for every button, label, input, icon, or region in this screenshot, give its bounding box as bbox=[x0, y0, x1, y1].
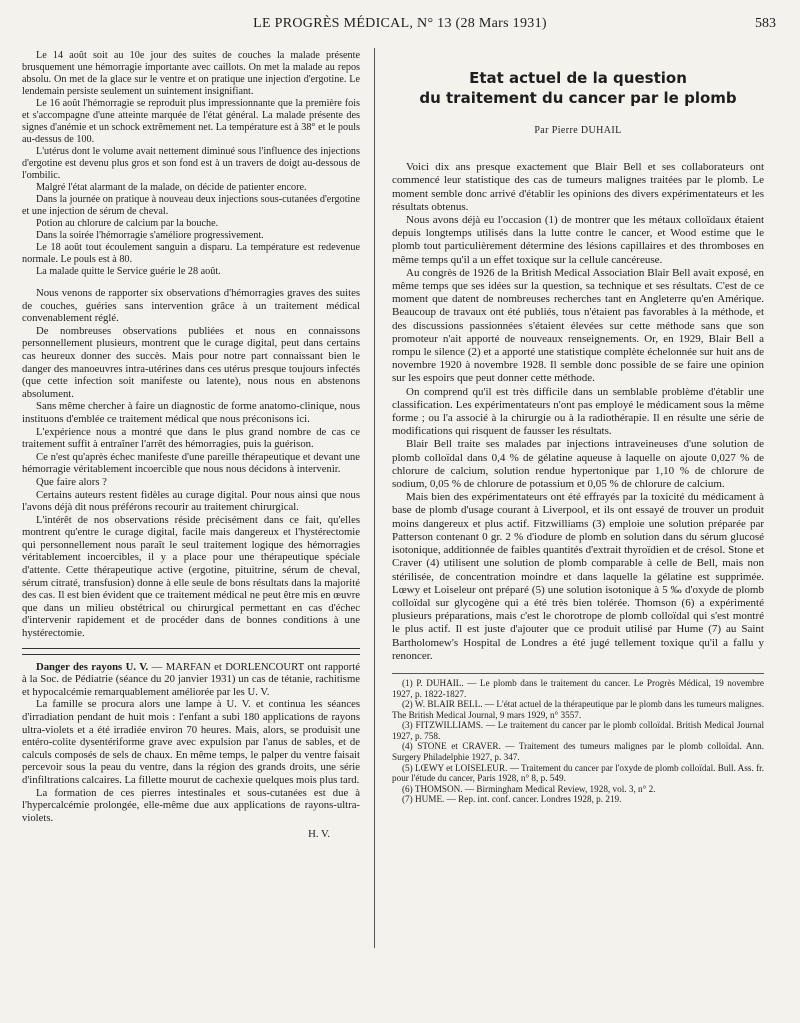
case-paragraph: Malgré l'état alarmant de la malade, on décide de patienter encore. bbox=[36, 182, 307, 193]
note-signature: H. V. bbox=[308, 828, 330, 841]
left-column bbox=[22, 50, 360, 841]
body-paragraph: L'intérêt de nos observations réside précisément dans ce fait, qu'elles montrent qu'entre le curage digital, facile mais dangereux et l'hystérectomie qui personnellement nous paraît le seul traitement logique des hémorragies véritablement incoercibles, il y a place pour une thérapeutique spéciale d'attente. Cette thérapeutique active (ergotine, pituitrine, sérum de cheval, sérum citraté, transfusion) donne à elle seule de bons résultats dans la majorité des cas. Il est bien évident que ce traitement médical ne peut être mis en œuvre que dans un milieu obstétrical ou chirurgical permettant en cas d'échec d'intervenir rapidement et de procéder dans de bonnes conditions à une hystérectomie. bbox=[22, 513, 360, 640]
article-paragraph: On comprend qu'il est très difficile dans un semblable problème d'établir une classification. Les expérimentateurs n'ont pas employé le médicament sous la même forme ; ou l'a associé à la chirurgie ou à la radiothérapie. Il en résulte une série de modifications qui risquent de fausser les résultats. bbox=[392, 385, 764, 438]
body-paragraph: Ce n'est qu'après échec manifeste d'une pareille thérapeutique et devant une hémorragie véritablement incoercible que nous nous décidons à intervenir. bbox=[22, 450, 360, 476]
case-paragraph: Le 18 août tout écoulement sanguin a disparu. La température est redevenue normale. Le pouls est à 80. bbox=[22, 242, 360, 265]
case-paragraph: Potion au chlorure de calcium par la bouche. bbox=[36, 218, 219, 229]
news-note bbox=[22, 661, 360, 841]
body-paragraph: Sans même chercher à faire un diagnostic de forme anatomo-clinique, nous instituons d'emblée ce traitement médical que nous préconisons ici. bbox=[22, 400, 360, 425]
article-paragraph: Voici dix ans presque exactement que Blair Bell et ses collaborateurs ont commencé leur statistique des cas de tumeurs malignes traitées par le plomb. Le moment semble donc arrivé d'établir les opinions des divers expérimentateurs et les résultats obtenus. bbox=[392, 161, 764, 213]
case-paragraph: Le 16 août l'hémorragie se reproduit plus impressionnante que la première fois et s'accompagne d'une atteinte marquée de l'état général. La malade présente des signes d'anémie et un schock extrêmement net. La température est à 38° et le pouls au-dessus de 100. bbox=[22, 98, 360, 145]
note-paragraph: La famille se procura alors une lampe à U. V. et continua les séances d'irradiation pendant de huit mois : l'enfant a subi 180 applications de rayons ultra-violets et a été irradiée environ 70 heures. Mais, alors, se produisit une entéro-colite dysentériforme grave avec expulsion par l'anus de sables, et de calculs composés de sels de chaux. En même temps, le palper du ventre faisait percevoir sous la peau du ventre, dans la région des grands droits, une série d'infiltrations calcaires. La fillette mourut de cachexie quelques mois plus tard. bbox=[22, 698, 360, 786]
footnote: (3) FITZWILLIAMS. — Le traitement du cancer par le plomb colloïdal. British Medical Journal 1927, p. 758. bbox=[392, 720, 764, 741]
case-paragraph: Dans la soirée l'hémorragie s'améliore progressivement. bbox=[36, 230, 264, 241]
column-rule bbox=[374, 48, 375, 948]
footnote: (2) W. BLAIR BELL. — L'état actuel de la thérapeutique par le plomb dans les tumeurs malignes. The British Medical Journal, 9 mars 1929, n° 3557. bbox=[392, 699, 764, 720]
footnote: (6) THOMSON. — Birmingham Medical Review, 1928, vol. 3, n° 2. bbox=[402, 783, 656, 794]
article-paragraph: Au congrès de 1926 de la British Medical Association Blair Bell avait exposé, en même temps que ses idées sur la question, sa technique et ses résultats. C'est de ce moment que datent de nombreuses recherches tant en Angleterre qu'en Amérique. Beaucoup de travaux ont été publiés, tous n'étaient pas favorables à la méthode, et des discussions passionnées s'étaient élevées sur cette méthode sans que son promoteur n'ait apporté de nouveaux renseignements. Or, en 1929, Blair Bell a rompu le silence (2) et a apporté une statistique complète échelonnée sur huit ans de novembre 1920 à novembre 1928. Il semble donc possible de se faire une opinion sur les espoirs que peut donner cette méthode. bbox=[392, 266, 764, 385]
case-paragraph: L'utérus dont le volume avait nettement diminué sous l'influence des injections d'ergotine est devenu plus gros et son fond est à un travers de doigt au-dessous de l'ombilic. bbox=[22, 146, 360, 181]
article-title bbox=[392, 68, 764, 108]
footnotes bbox=[392, 673, 764, 805]
article-paragraph: Mais bien des expérimentateurs ont été effrayés par la toxicité du médicament à base de plomb d'usage courant à Liverpool, et ils ont essayé de trouver un produit moins dangereux et plus actif. Fitzwilliams (3) emploie une solution préparée par Patterson contenant 0 gr. 2 % d'iodure de plomb en solution dans du sérum glucosé isotonique, additionnée de faibles quantités d'extrait thyroïdien et de crésol. Stone et Craver (4) utilisent une solution de plomb comparable à celle de Bell, mais non stérilisée, de concentration moindre et dans laquelle la gélatine est supprimée. Lœwy et Loiseleur ont préparé (5) une solution isotonique à 5 ‰ d'oxyde de plomb colloïdal sur glycogène qui a été très bien tolérée. Thomson (6) a expérimenté plusieurs préparations, mais c'est le chorotrope de plomb colloïdal qui s'est montré le plus actif. Il est juste d'ajouter que ce produit utilisé par Hume (7) au Saint Bartholomew's Hospital de Londres a été jugé tellement toxique qu'il a fallu y renoncer. bbox=[392, 491, 764, 662]
body-paragraph: L'expérience nous a montré que dans le plus grand nombre de cas ce traitement suffit à entraîner l'arrêt des hémorragies, puis la guérison. bbox=[22, 425, 360, 451]
page-number: 583 bbox=[755, 16, 776, 31]
body-paragraph: De nombreuses observations publiées et nous en connaissons personnellement plusieurs, montrent que le curage digital, peut dans certains cas heureux donner des succès. Mais pour notre part connaissant bien le danger des manoeuvres intra-utérines dans ces utérus presque toujours infectés (que cette infection soit manifeste ou latente), nous nous en abstenons absolument. bbox=[22, 324, 360, 400]
footnote: (4) STONE et CRAVER. — Traitement des tumeurs malignes par le plomb colloïdal. Ann. Surgery Philadelphie 1927, p. 347. bbox=[392, 741, 764, 763]
case-paragraph: Dans la journée on pratique à nouveau deux injections sous-cutanées d'ergotine et une injection de sérum de cheval. bbox=[22, 194, 360, 217]
running-title: LE PROGRÈS MÉDICAL, N° 13 (28 Mars 1931) bbox=[253, 16, 547, 31]
right-column bbox=[392, 50, 764, 805]
note-paragraph: La formation de ces pierres intestinales et sous-cutanées est due à l'hypercalcémie prolongée, elle-même due aux applications de rayons-ultra-violets. bbox=[22, 786, 360, 824]
footnote: (7) HUME. — Rep. int. conf. cancer. Londres 1928, p. 219. bbox=[402, 794, 622, 805]
article-paragraph: Blair Bell traite ses malades par injections intraveineuses d'une solution de plomb colloïdal dans 0,4 % de gélatine aqueuse à laquelle on ajoute 0,027 % de chlorure de calcium, solution rendue hypertonique par 1,10 % de chlorure de sodium, 0,05 % de chlorure de potassium et 0,05 % de chlorure de calcium. bbox=[392, 438, 764, 491]
article-title-line: Etat actuel de la question bbox=[469, 69, 687, 87]
note-lead: — MARFAN et DORLENCOURT ont rapporté à la Soc. de Pédiatrie (séance du 20 janvier 1931) un cas de tétanie, rachitisme et hypocalcémie remarquablement améliorée par les U. V. bbox=[22, 660, 360, 698]
body-paragraph: Nous venons de rapporter six observations d'hémorragies graves des suites de couches, guéries sans intervention grâce à un traitement médical convenablement réglé. bbox=[22, 287, 360, 325]
footnote: (5) LŒWY et LOISELEUR. — Traitement du cancer par l'oxyde de plomb colloïdal. Bull. Ass. fr. pour l'étude du cancer, Paris 1928, n° 8, p. 549. bbox=[392, 762, 764, 784]
article-paragraph: Nous avons déjà eu l'occasion (1) de montrer que les métaux colloïdaux étaient depuis longtemps utilisés dans la lutte contre le cancer, et Wood estime que le plomb tout particulièrement détermine des lésions capillaires et des thromboses en même temps qu'il a un effet toxique sur la cellule cancéreuse. bbox=[392, 214, 764, 266]
footnote: (1) P. DUHAIL. — Le plomb dans le traitement du cancer. Le Progrès Médical, 19 novembre 1927, p. 1822-1827. bbox=[392, 677, 764, 699]
body-paragraph: Certains auteurs restent fidèles au curage digital. Pour nous ainsi que nous l'avons déjà dit nous préférons recourir au traitement chirurgical. bbox=[22, 488, 360, 514]
article-author: Par Pierre DUHAIL bbox=[534, 125, 622, 136]
article-body bbox=[392, 161, 764, 663]
section-divider bbox=[22, 648, 360, 655]
article-title-line: du traitement du cancer par le plomb bbox=[419, 89, 737, 107]
body-paragraph: Que faire alors ? bbox=[36, 475, 107, 488]
case-paragraph: Le 14 août soit au 10e jour des suites de couches la malade présente brusquement une hémorragie importante avec caillots. On met la malade au repos absolu. On met de la glace sur le ventre et on pratique une injection d'ergotine. Le lendemain persiste seulement un suintement insignifiant. bbox=[22, 50, 360, 97]
note-title: Danger des rayons U. V. bbox=[36, 660, 149, 673]
case-observation bbox=[22, 50, 360, 278]
case-paragraph: La malade quitte le Service guérie le 28 août. bbox=[36, 266, 221, 277]
discussion bbox=[22, 287, 360, 640]
